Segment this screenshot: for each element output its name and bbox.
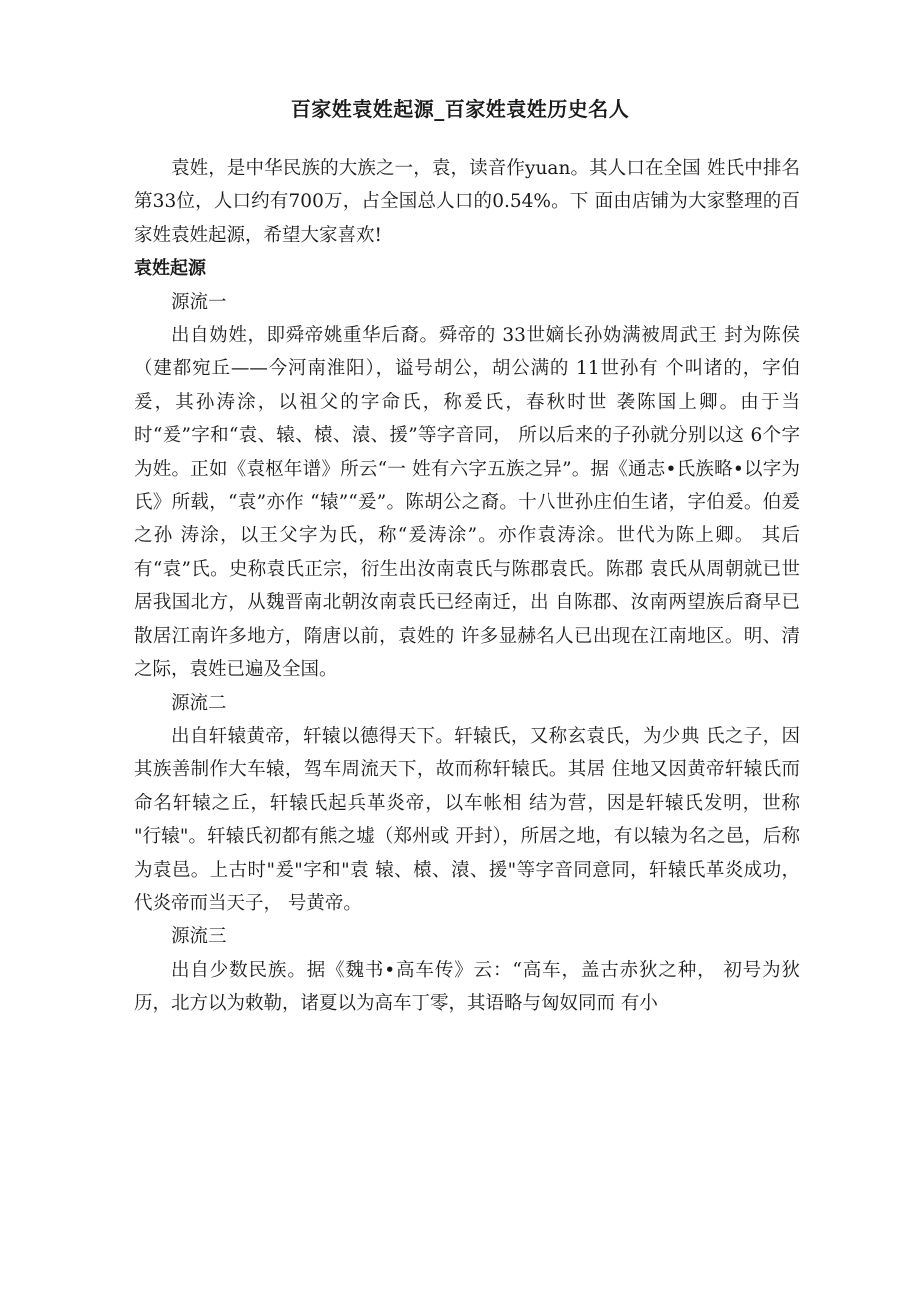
section-heading: 袁姓起源	[134, 258, 206, 280]
source-2-label: 源流二	[171, 692, 227, 714]
source-1-paragraph: 出自妫姓，即舜帝姚重华后裔。舜帝的 33世嫡长孙妫满被周武王 封为陈侯（建都宛丘——今河南淮阳），谥号胡公，胡公满的 11世孙有 个叫诸的，字伯爰，其孙涛涂，以祖父的字命氏，称爰氏，春秋时世 袭陈国上卿。由于当时“爰”字和“袁、辕、榬、溒、援”等字音同， 所以后来的子孙就分别以这 6个字为姓。正如《袁枢年谱》所云“一 姓有六字五族之异”。据《通志•氏族略•以字为氏》所载，“袁”亦作 “辕”“爰”。陈胡公之裔。十八世孙庄伯生诸，字伯爰。伯爰之孙 涛涂，以王父字为氏，称“爰涛涂”。亦作袁涛涂。世代为陈上卿。 其后有“袁”氏。史称袁氏正宗，衍生出汝南袁氏与陈郡袁氏。陈郡 袁氏从周朝就已世居我国北方，从魏晋南北朝汝南袁氏已经南迁，出 自陈郡、汝南两望族后裔早已散居江南许多地方，隋唐以前，袁姓的 许多显赫名人已出现在江南地区。明、清之际，袁姓已遍及全国。	[134, 325, 800, 681]
source-2-paragraph: 出自轩辕黄帝，轩辕以德得天下。轩辕氏，又称玄袁氏，为少典 氏之子，因其族善制作大车辕，驾车周流天下，故而称轩辕氏。其居 住地又因黄帝轩辕氏而命名轩辕之丘，轩辕氏起兵革炎帝，以车帐相 结为营，因是轩辕氏发明，世称 "行辕"。轩辕氏初都有熊之墟（郑州或 开封），所居之地，有以辕为名之邑，后称为袁邑。上古时"爰"字和"袁 辕、榬、溒、援"等字音同意同，轩辕氏革炎成功，代炎帝而当天子， 号黄帝。	[134, 725, 800, 914]
source-1-label: 源流一	[171, 291, 227, 313]
source-3-paragraph: 出自少数民族。据《魏书•高车传》云：“高车，盖古赤狄之种， 初号为狄历，北方以为敕勒，诸夏以为高车丁零，其语略与匈奴同而 有小	[134, 959, 800, 1015]
document-body	[134, 152, 800, 1021]
document-title: 百家姓袁姓起源_百家姓袁姓历史名人	[290, 97, 630, 121]
source-3-label: 源流三	[171, 926, 227, 948]
intro-paragraph: 袁姓，是中华民族的大族之一，袁，读音作yuan。其人口在全国 姓氏中排名第33位，人口约有700万，占全国总人口的0.54%。下 面由店铺为大家整理的百家姓袁姓起源，希望大家喜欢!	[134, 158, 800, 246]
